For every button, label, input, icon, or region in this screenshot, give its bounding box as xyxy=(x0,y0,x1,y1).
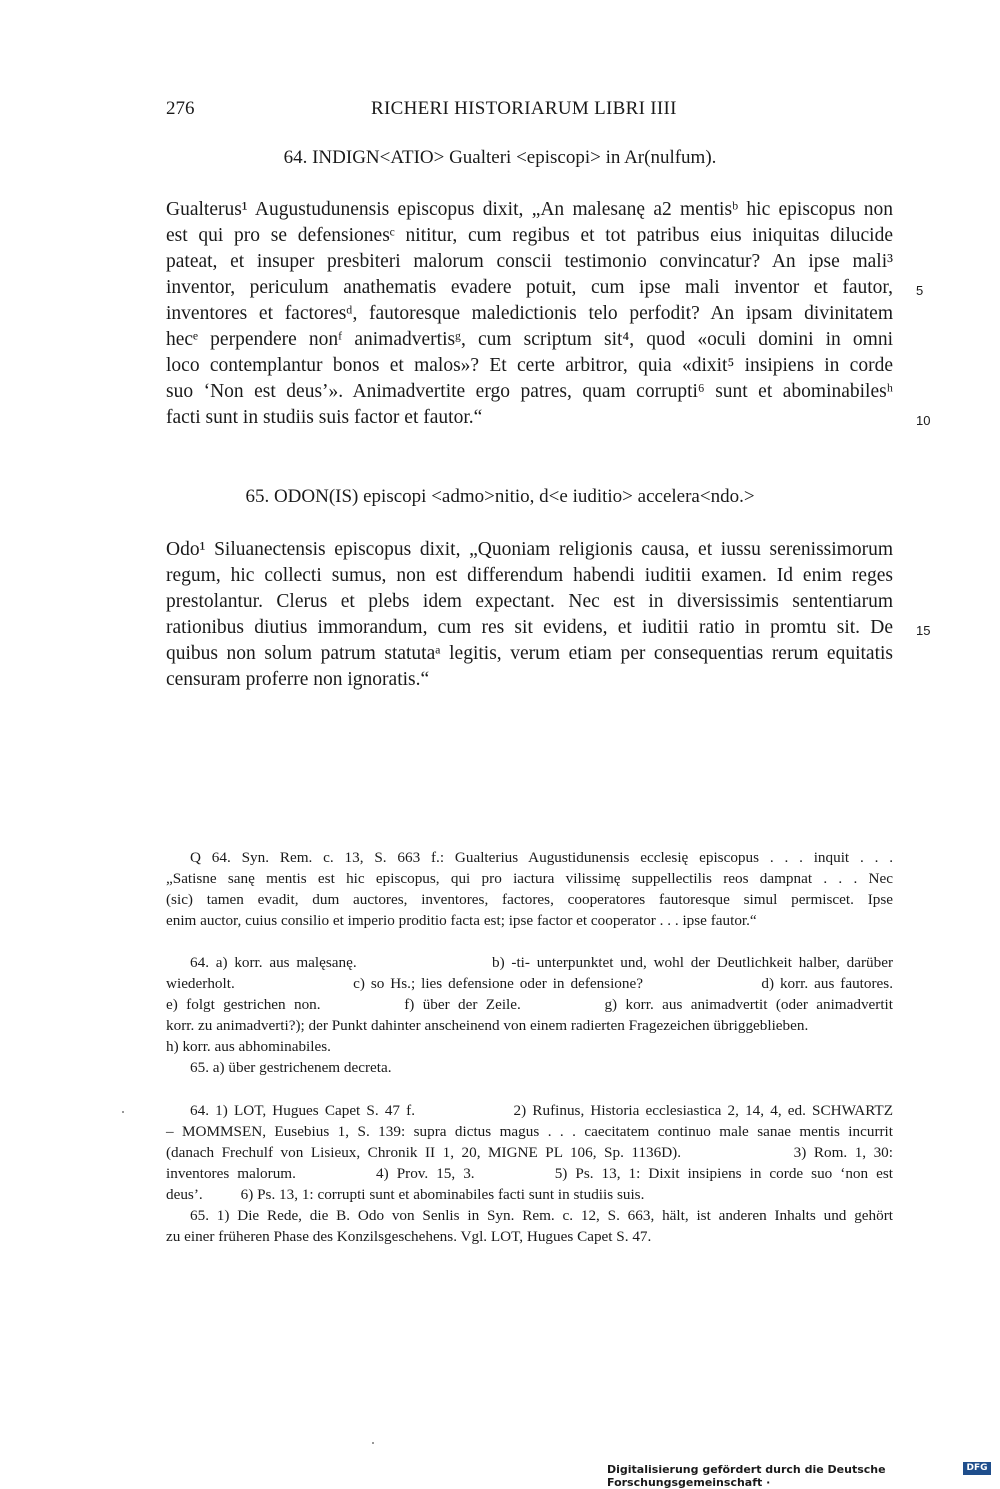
note-line: (danach Frechulf von Lisieux, Chronik II 1, 20, MIGNE PL 106, Sp. 1136D). 3) Rom. 1, 30: xyxy=(166,1144,893,1161)
running-title: RICHERI HISTORIARUM LIBRI IIII xyxy=(371,98,677,119)
text-line: loco contemplantur bonos et malos»? Et certe arbitror, quia «dixit⁵ insipiens in corde xyxy=(166,355,893,376)
text-line: quibus non solum patrum statutaᵃ legitis, verum etiam per consequentias rerum equitatis xyxy=(166,643,893,664)
speck-mark xyxy=(372,1442,374,1444)
line-number-10: 10 xyxy=(916,413,931,428)
line-number-5: 5 xyxy=(916,283,924,298)
note-line: (sic) tamen evadit, dum auctores, inventores, factores, cooperatores fautoresque simul permiscet. Ipse xyxy=(166,891,893,908)
note-line: deus’. 6) Ps. 13, 1: corrupti sunt et abominabiles facti sunt in studiis suis. xyxy=(166,1186,645,1203)
text-line: Gualterus¹ Augustudunensis episcopus dixit, „An malesanę a2 mentisᵇ hic episcopus non xyxy=(166,199,893,220)
note-line: h) korr. aus abhominabiles. xyxy=(166,1038,331,1055)
section-64-heading: 64. INDIGN<ATIO> Gualteri <episcopi> in Ar(nulfum). xyxy=(283,147,717,168)
page-number: 276 xyxy=(166,98,195,119)
dfg-logo: DFG xyxy=(963,1462,991,1475)
text-line: inventor, periculum anathematis evadere potuit, cum ipse mali inventor et fautor, xyxy=(166,277,893,298)
note-line: zu einer früheren Phase des Konzilsgeschehens. Vgl. LOT, Hugues Capet S. 47. xyxy=(166,1228,652,1245)
note-line: 65. a) über gestrichenem decreta. xyxy=(190,1059,392,1076)
text-line: hecᵉ perpendere nonᶠ animadvertisᵍ, cum scriptum sit⁴, quod «oculi domini in omni xyxy=(166,329,893,350)
note-line: enim auctor, cuius consilio et imperio proditio facta est; ipse factor et cooperator . . . ipse fautor.“ xyxy=(166,912,757,929)
note-line: korr. zu animadverti?); der Punkt dahinter anscheinend von einem radierten Fragezeichen übriggeblieben. xyxy=(166,1017,809,1034)
text-line: facti sunt in studiis suis factor et fautor.“ xyxy=(166,407,483,428)
section-65-heading: 65. ODON(IS) episcopi <admo>nitio, d<e iuditio> accelera<ndo.> xyxy=(245,486,755,507)
text-line: est qui pro se defensionesᶜ nititur, cum regibus et tot patribus eius iniquitas dilucide xyxy=(166,225,893,246)
text-line: prestolantur. Clerus et plebs idem expectant. Nec est in diversissimis sententiarum xyxy=(166,591,893,612)
footer-credit: Digitalisierung gefördert durch die Deutsche Forschungsgemeinschaft · xyxy=(607,1463,886,1489)
text-line: censuram proferre non ignoratis.“ xyxy=(166,669,430,690)
note-line: 64. 1) LOT, Hugues Capet S. 47 f. 2) Rufinus, Historia ecclesiastica 2, 14, 4, ed. SCHWARTZ xyxy=(190,1102,893,1119)
text-line: suo ‘Non est deus’». Animadvertite ergo patres, quam corrupti⁶ sunt et abominabilesʰ xyxy=(166,381,893,402)
speck-mark xyxy=(122,1111,124,1113)
text-line: Odo¹ Siluanectensis episcopus dixit, „Quoniam religionis causa, et iussu serenissimorum xyxy=(166,539,893,560)
line-number-15: 15 xyxy=(916,623,931,638)
text-line: pateat, et insuper presbiteri malorum conscii testimonio convincatur? An ipse mali³ xyxy=(166,251,893,272)
text-line: regum, hic collecti sumus, non est differendum habendi iuditii examen. Id enim reges xyxy=(166,565,893,586)
note-line: 65. 1) Die Rede, die B. Odo von Senlis in Syn. Rem. c. 12, S. 663, hält, ist anderen Inhalts und gehört xyxy=(190,1207,893,1224)
note-line: Q 64. Syn. Rem. c. 13, S. 663 f.: Gualterius Augustidunensis ecclesię episcopus . . . inquit . . . xyxy=(190,849,893,866)
note-line: e) folgt gestrichen non. f) über der Zeile. g) korr. aus animadvertit (oder animadvertit xyxy=(166,996,893,1013)
text-line: inventores et factoresᵈ, fautoresque maledictionis telo perfodit? An ipsam divinitatem xyxy=(166,303,893,324)
note-line: wiederholt. c) so Hs.; lies defensione oder in defensione? d) korr. aus fautores. xyxy=(166,975,893,992)
note-line: 64. a) korr. aus malęsanę. b) -ti- unterpunktet und, wohl der Deutlichkeit halber, darüber xyxy=(190,954,893,971)
note-line: – MOMMSEN, Eusebius 1, S. 139: supra dictus magus . . . caecitatem continuo male sanae mentis incurrit xyxy=(166,1123,893,1140)
note-line: inventores malorum. 4) Prov. 15, 3. 5) Ps. 13, 1: Dixit insipiens in corde suo ‘non est xyxy=(166,1165,893,1182)
note-line: „Satisne sanę mentis est hic episcopus, qui pro iactura vilissimę suppellectilis reos dampnat . . . Nec xyxy=(166,870,893,887)
text-line: rationibus diutius immorandum, cum res sit evidens, et iuditii ratio in promtu sit. De xyxy=(166,617,893,638)
